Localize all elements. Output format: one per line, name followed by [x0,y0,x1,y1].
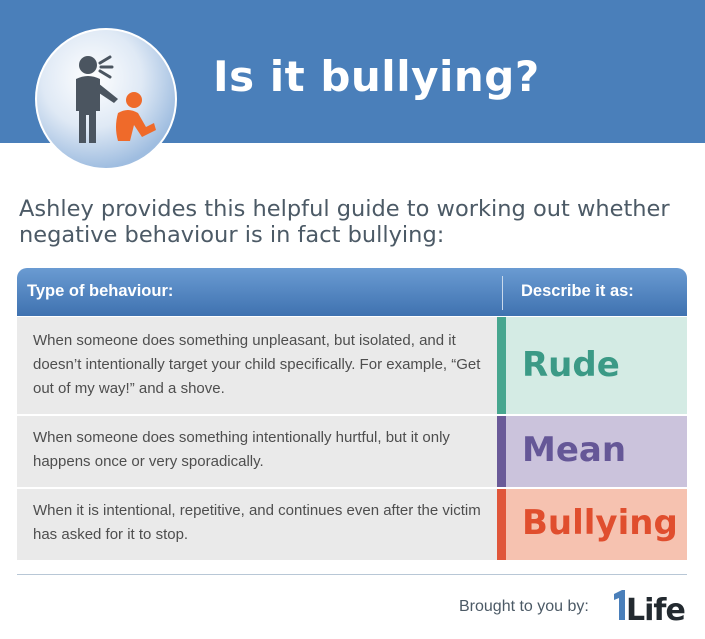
row-color-bar [497,489,506,560]
column-header-describe: Describe it as: [521,282,634,300]
brought-by-text: Brought to you by: [459,598,589,615]
column-header-type: Type of behaviour: [27,282,174,300]
svg-text:Life: Life [626,593,685,624]
row-description: When someone does something intentionally hurtful, but it only happens once or very sporadically. [33,429,450,470]
row-label-cell [506,317,687,414]
table-row [17,489,687,560]
row-description-cell [17,416,497,487]
row-description-cell [17,489,497,560]
header-divider [502,276,503,310]
row-label: Rude [522,345,620,385]
row-label: Mean [522,430,627,470]
row-label-cell [506,489,687,560]
row-description-cell [17,317,497,414]
row-label-cell [506,416,687,487]
row-description: When it is intentional, repetitive, and continues even after the victim has asked for it to stop. [33,502,481,543]
intro-text: Ashley provides this helpful guide to working out whether negative behaviour is in fact bullying: [19,196,670,248]
1life-logo-icon [612,588,690,624]
header-banner [0,0,705,143]
bullying-illustration-icon [34,27,178,171]
row-description: When someone does something unpleasant, but isolated, and it doesn’t intentionally target your child specifically. For example, “Get out of my way!” and a shove. [33,332,481,397]
table-row [17,416,687,487]
footer-divider [17,574,687,575]
row-label: Bullying [522,503,678,543]
table-row [17,317,687,414]
row-color-bar [497,416,506,487]
page-title: Is it bullying? [213,52,540,101]
table-header [17,268,687,316]
row-color-bar [497,317,506,414]
behaviour-table [17,268,687,561]
